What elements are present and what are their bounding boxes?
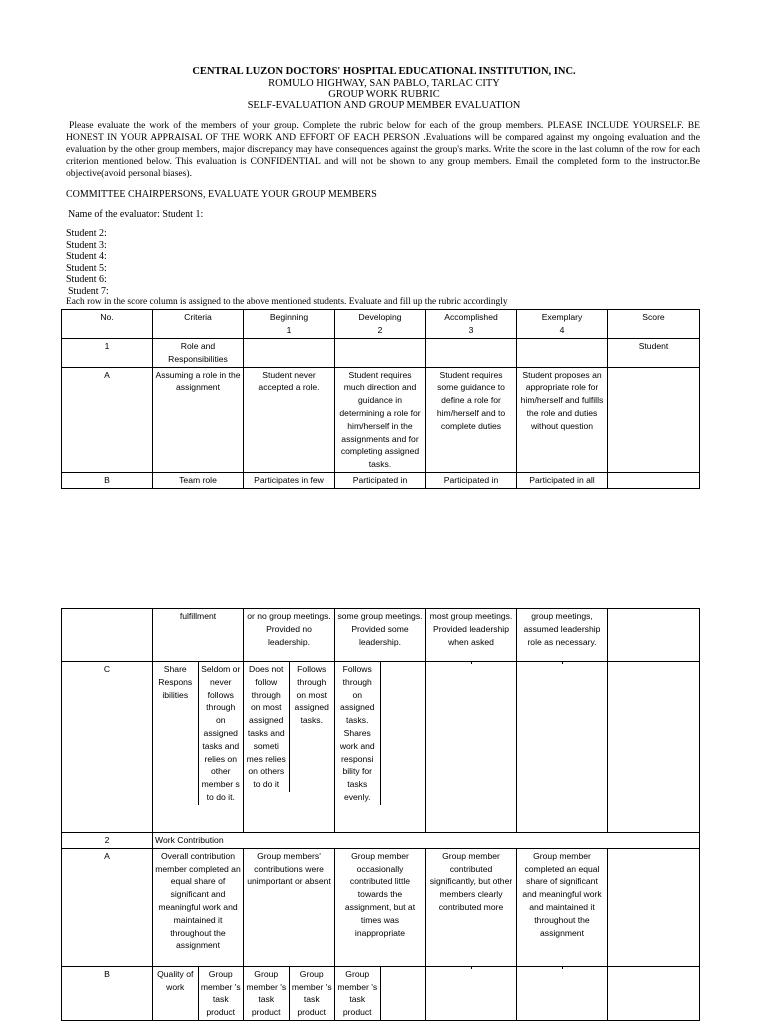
section-title-cell: Work Contribution: [153, 833, 700, 849]
rubric-title: GROUP WORK RUBRIC: [328, 89, 440, 100]
criteria-cell: Share Respons ibilities: [153, 662, 199, 805]
split-cell: [517, 662, 608, 833]
developing-cell: Group member occasionally contributed little towards the assignment, but at times was inappropriate: [335, 848, 426, 966]
rubric-table-bottom: [61, 608, 700, 1021]
institution-address: ROMULO HIGHWAY, SAN PABLO, TARLAC CITY: [268, 78, 500, 89]
row-letter: C: [62, 662, 153, 833]
row-letter: B: [62, 472, 153, 488]
beginning-cell: Does not follow through on most assigned tasks and someti mes relies on others to do it: [244, 662, 290, 792]
table-row: [62, 662, 700, 833]
beginning-cell: Group member 's task product: [244, 967, 290, 1020]
row-letter: A: [62, 367, 153, 472]
score-cells: [608, 367, 700, 472]
table-row: [62, 609, 700, 662]
instructions-paragraph: Please evaluate the work of the members of your group. Complete the rubric below for each of the group members. PLEASE INCLUDE YOURSELF. BE HONEST IN YOUR APPRAISAL OF THE WORK AND EFFORT OF EACH PERSON .Evaluations will be compared against my ongoing evaluation and the evaluation by the other group members, major discrepancy may have consequences against the group's marks. Write the score in the last column of the row for each criterion mentioned below. This evaluation is CONFIDENTIAL and will not be shown to any group members. Email the completed form to the instructor.Be objective(avoid personal biases).: [66, 120, 700, 179]
split-cell: [335, 662, 426, 833]
exemplary-cell: Student proposes an appropriate role for him/herself and fulfills the role and duties without question: [517, 367, 608, 472]
criteria-cell: Team role: [153, 472, 244, 488]
score-cells: [608, 472, 700, 488]
header-accomplished: Accomplished 3: [426, 310, 517, 339]
table-row: [62, 367, 700, 472]
committee-line: COMMITTEE CHAIRPERSONS, EVALUATE YOUR GROUP MEMBERS: [66, 189, 377, 200]
criteria-cell: fulfillment: [153, 609, 244, 662]
beginning-cell: or no group meetings. Provided no leadership.: [244, 609, 335, 662]
student-line: Student 3:: [66, 239, 107, 251]
criteria-split-cell: [153, 966, 244, 1020]
header-score: Score: [608, 310, 700, 339]
score-cells: [608, 662, 700, 833]
split-cell: [244, 966, 335, 1020]
accomplished-cell: Student requires some guidance to define a role for him/herself and to complete duties: [426, 367, 517, 472]
beginning-cell: Group members' contributions were unimportant or absent: [244, 848, 335, 966]
row-letter: B: [62, 966, 153, 1020]
beginning-cell: Student never accepted a role.: [244, 367, 335, 472]
rubric-subtitle: SELF-EVALUATION AND GROUP MEMBER EVALUATION: [247, 100, 521, 111]
header-exemplary: Exemplary 4: [517, 310, 608, 339]
score-note: Each row in the score column is assigned to the above mentioned students. Evaluate and fill up the rubric accordingly: [66, 297, 508, 307]
score-student-label: Student: [608, 339, 700, 368]
header-beginning: Beginning 1: [244, 310, 335, 339]
student-line: Student 6:: [66, 274, 107, 285]
row-number: 2: [62, 833, 153, 849]
student-line: Student 4:: [66, 251, 107, 262]
split-cell: [426, 966, 517, 1020]
student-line: Student 7:: [68, 285, 109, 297]
table-header-row: [62, 310, 700, 339]
developing-cell: Participated in: [335, 472, 426, 488]
exemplary-cell: Group member completed an equal share of significant and meaningful work and maintained it throughout the assignment: [517, 848, 608, 966]
split-cell: [335, 966, 426, 1020]
split-cell: [244, 662, 335, 833]
developing-cell: Follows through on most assigned tasks.: [294, 664, 329, 726]
score-cells: [608, 848, 700, 966]
beginning-cell: Participates in few: [244, 472, 335, 488]
table-row: [62, 472, 700, 488]
student-line: Student 5:: [66, 262, 107, 274]
table-row: [62, 833, 700, 849]
evaluator-line: Name of the evaluator: Student 1:: [68, 209, 204, 220]
institution-name: CENTRAL LUZON DOCTORS' HOSPITAL EDUCATIONAL INSTITUTION, INC.: [192, 66, 576, 77]
beginning-cell: Group member 's task product: [200, 968, 241, 1018]
header-no: No.: [62, 310, 153, 339]
criteria-cell: Assuming a role in the assignment: [153, 367, 244, 472]
split-cell: [517, 966, 608, 1020]
student-line: Student 2:: [66, 228, 107, 239]
accomplished-cell: Group member contributed significantly, but other members clearly contributed more: [426, 848, 517, 966]
rubric-table-top: [61, 309, 700, 489]
row-number: 1: [62, 339, 153, 368]
developing-cell: Group member 's task product: [291, 968, 332, 1018]
row-letter: A: [62, 848, 153, 966]
score-cells: [608, 609, 700, 662]
exemplary-cell: Participated in all: [517, 472, 608, 488]
beginning-cell: Seldom or never follows through on assigned tasks and relies on other member s to do it.: [201, 664, 241, 802]
criteria-cell: Role and Responsibilities: [153, 339, 244, 368]
header-developing: Developing 2: [335, 310, 426, 339]
table-row: [62, 966, 700, 1020]
developing-cell: Student requires much direction and guidance in determining a role for him/herself in the assignments and for completing assigned tasks.: [335, 367, 426, 472]
header-criteria: Criteria: [153, 310, 244, 339]
criteria-cell: Overall contribution member completed an equal share of significant and meaningful work and maintained it throughout the assignment: [153, 848, 244, 966]
accomplished-cell: Participated in: [426, 472, 517, 488]
table-row: [62, 339, 700, 368]
split-cell: [426, 662, 517, 833]
criteria-cell: Quality of work: [153, 967, 199, 1020]
score-cells: [608, 966, 700, 1020]
developing-cell: some group meetings. Provided some leadership.: [335, 609, 426, 662]
criteria-split-cell: [153, 662, 244, 833]
exemplary-cell: group meetings, assumed leadership role as necessary.: [517, 609, 608, 662]
accomplished-cell: most group meetings. Provided leadership when asked: [426, 609, 517, 662]
developing-cell: Group member 's task product: [335, 967, 381, 1020]
table-row: [62, 848, 700, 966]
developing-cell: Follows through on assigned tasks. Shares work and responsi bility for tasks evenly.: [335, 662, 381, 805]
